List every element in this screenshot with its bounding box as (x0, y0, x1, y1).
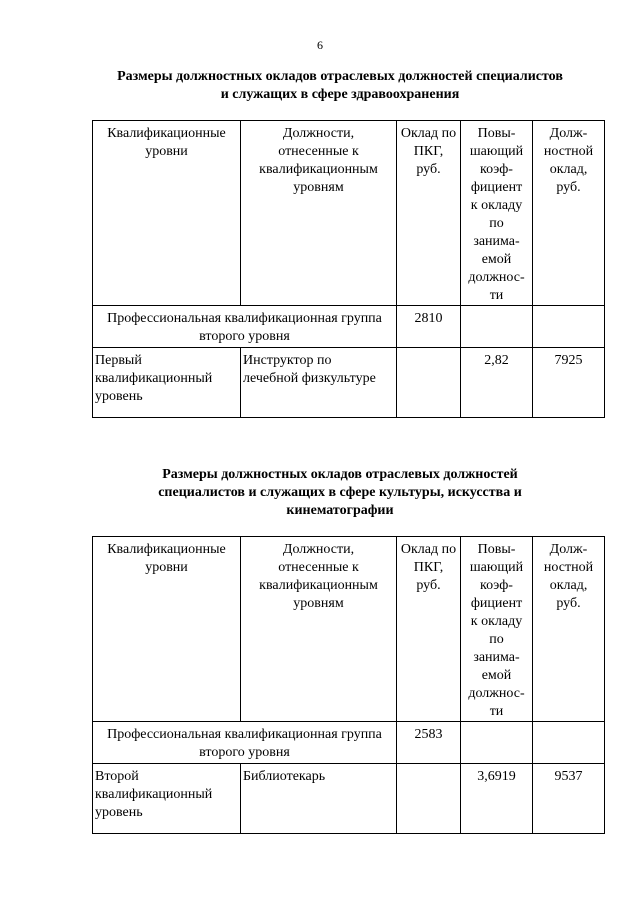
section-title-line: кинематографии (286, 503, 394, 518)
header-official-salary: Долж- ностной оклад, руб. (533, 537, 605, 722)
header-coefficient: Повы- шающий коэф- фициент к окладу по занима- емой должнос- ти (461, 537, 533, 722)
section-title (80, 466, 600, 520)
group-salary: 2810 (397, 306, 461, 348)
group-label: Профессиональная квалификационная группа второго уровня (93, 306, 397, 348)
level-coefficient: 2,82 (461, 348, 533, 418)
group-label: Профессиональная квалификационная группа второго уровня (93, 722, 397, 764)
section-title (80, 68, 600, 104)
section-title-line: Размеры должностных окладов отраслевых должностей специалистов (117, 69, 563, 84)
header-qualification-levels: Квалификационные уровни (93, 537, 241, 722)
group-coefficient (461, 722, 533, 764)
table-header-row (93, 121, 605, 306)
section-title-line: Размеры должностных окладов отраслевых должностей (162, 467, 518, 482)
header-pkg-salary: Оклад по ПКГ, руб. (397, 121, 461, 306)
table-row-level (93, 348, 605, 418)
salary-table-culture (92, 536, 605, 834)
level-name: Второй квалификационный уровень (93, 764, 241, 834)
group-salary: 2583 (397, 722, 461, 764)
page-number: 6 (317, 38, 323, 52)
level-coefficient: 3,6919 (461, 764, 533, 834)
level-name: Первый квалификационный уровень (93, 348, 241, 418)
table-row-group (93, 722, 605, 764)
header-positions: Должности, отнесенные к квалификационным уровням (241, 537, 397, 722)
header-coefficient: Повы- шающий коэф- фициент к окладу по занима- емой должнос- ти (461, 121, 533, 306)
level-salary (397, 348, 461, 418)
table-row-group (93, 306, 605, 348)
section-title-line: и служащих в сфере здравоохранения (220, 87, 460, 102)
header-official-salary: Долж- ностной оклад, руб. (533, 121, 605, 306)
header-positions: Должности, отнесенные к квалификационным уровням (241, 121, 397, 306)
level-salary (397, 764, 461, 834)
position-name: Инструктор по лечебной физкультуре (241, 348, 397, 418)
table-header-row (93, 537, 605, 722)
table-row-level (93, 764, 605, 834)
group-official-salary (533, 722, 605, 764)
header-pkg-salary: Оклад по ПКГ, руб. (397, 537, 461, 722)
group-coefficient (461, 306, 533, 348)
level-official-salary: 9537 (533, 764, 605, 834)
section-title-line: специалистов и служащих в сфере культуры, искусства и (158, 485, 522, 500)
group-official-salary (533, 306, 605, 348)
salary-table-healthcare (92, 120, 605, 418)
header-qualification-levels: Квалификационные уровни (93, 121, 241, 306)
level-official-salary: 7925 (533, 348, 605, 418)
position-name: Библиотекарь (241, 764, 397, 834)
